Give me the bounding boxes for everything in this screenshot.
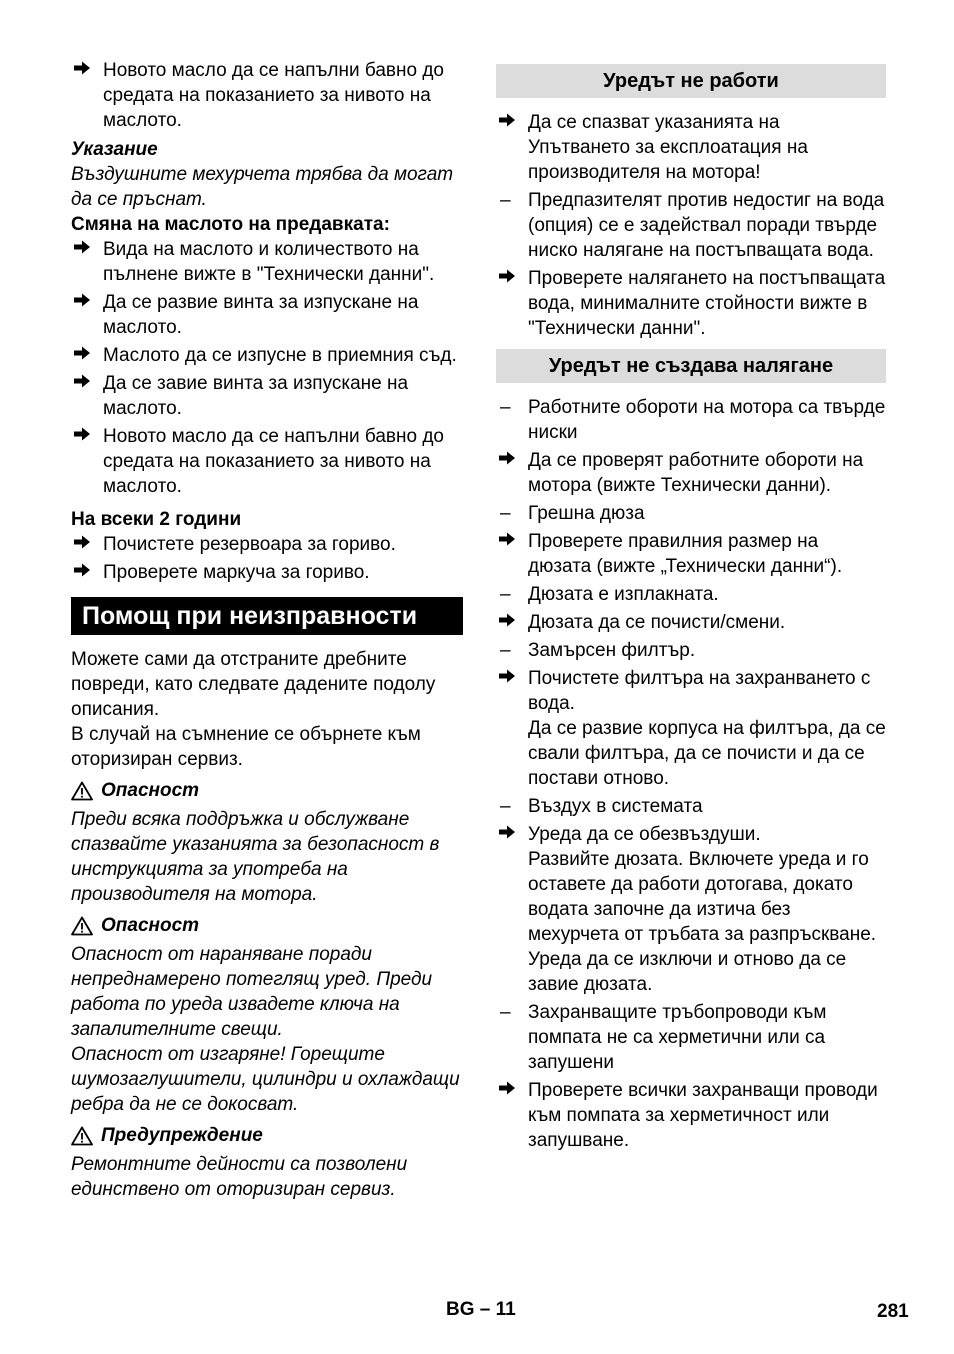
list-item-text: Новото масло да се напълни бавно до средата на показанието за нивото на маслото. — [103, 426, 444, 497]
dash-icon: – — [500, 397, 511, 418]
dash-icon: – — [500, 640, 511, 661]
list-item — [71, 290, 463, 340]
danger-text: Опасност от нараняване поради непреднамерено потеглящ уред. Преди работа по уреда извадете ключа на запалителните свещи. — [71, 944, 433, 1040]
list-item — [496, 395, 886, 445]
list-item — [496, 794, 886, 819]
list-item — [71, 237, 463, 287]
list-item-text: Работните обороти на мотора са твърде ниски — [528, 397, 886, 443]
list-item-text: Захранващите тръбопроводи към помпата не са херметични или са запушени — [528, 1002, 827, 1073]
arrow-right-icon — [73, 237, 97, 262]
list-item-text: Предпазителят против недостиг на вода (опция) се е задействал поради твърде ниско налягане на постъпващата вода. — [528, 190, 885, 261]
list-item — [496, 501, 886, 526]
subsection-heading: Уредът не работи — [496, 64, 886, 98]
left-column — [71, 58, 463, 1202]
list-item-text: Новото масло да се напълни бавно до средата на показанието за нивото на маслото. — [103, 60, 444, 131]
list-item-text: Маслото да се изпусне в приемния съд. — [103, 345, 457, 366]
list-item-text: Замърсен филтър. — [528, 640, 696, 661]
arrow-right-icon — [498, 666, 522, 691]
arrow-right-icon — [498, 110, 522, 135]
list-item-text: Проверете маркуча за гориво. — [103, 562, 370, 583]
list-item — [71, 58, 463, 133]
arrow-right-icon — [73, 290, 97, 315]
danger-text: Преди всяка поддръжка и обслужване спазвайте указанията за безопасност в инструкцията за употреба на производителя на мотора. — [71, 809, 440, 905]
list-item-text: Проверете правилния размер на дюзата (вижте „Технически данни“). — [528, 531, 843, 577]
arrow-right-icon — [73, 424, 97, 449]
list-item-text: Почистете резервоара за гориво. — [103, 534, 396, 555]
dash-icon: – — [500, 190, 511, 211]
list-item — [71, 343, 463, 368]
list-item-text: Вида на маслото и количеството на пълнене вижте в "Технически данни". — [103, 239, 435, 285]
list-item-text: Проверете налягането на постъпващата вода, минималните стойности вижте в "Технически данни". — [528, 268, 886, 339]
list-item — [496, 610, 886, 635]
list-item-text: Въздух в системата — [528, 796, 703, 817]
arrow-right-icon — [498, 529, 522, 554]
list-item — [496, 266, 886, 341]
danger-heading-text: Опасност — [101, 915, 200, 936]
arrow-right-icon — [73, 58, 97, 83]
note-text: Въздушните мехурчета трябва да могат да се пръснат. — [71, 164, 454, 210]
page-footer-label: BG – 11 — [446, 1299, 516, 1320]
warning-triangle-icon — [71, 1126, 93, 1146]
arrow-right-icon — [73, 371, 97, 396]
arrow-right-icon — [498, 266, 522, 291]
list-item-text: Да се развие винта за изпускане на маслото. — [103, 292, 419, 338]
list-item — [71, 424, 463, 499]
arrow-right-icon — [498, 822, 522, 847]
right-column — [496, 64, 886, 1153]
list-item — [496, 822, 886, 847]
arrow-right-icon — [498, 1078, 522, 1103]
list-item — [496, 529, 886, 579]
list-item — [496, 666, 886, 716]
arrow-right-icon — [73, 532, 97, 557]
list-item-text: Да се проверят работните обороти на мотора (вижте Технически данни). — [528, 450, 864, 496]
danger-text: Опасност от изгаряне! Горещите шумозаглушители, цилиндри и охлаждащи ребра да не се докосват. — [71, 1044, 460, 1115]
list-item-text: Грешна дюза — [528, 503, 645, 524]
two-years-heading: На всеки 2 години — [71, 509, 242, 530]
warning-text: Ремонтните дейности са позволени единствено от оторизиран сервиз. — [71, 1154, 408, 1200]
danger-heading-text: Опасност — [101, 780, 200, 801]
list-item — [496, 110, 886, 185]
list-item — [496, 448, 886, 498]
list-item — [496, 582, 886, 607]
subsection-heading: Уредът не създава налягане — [496, 349, 886, 383]
gearbox-heading: Смяна на маслото на предавката: — [71, 214, 390, 235]
list-item-text: Дюзата да се почисти/смени. — [528, 612, 786, 633]
list-item-text: Дюзата е изплакната. — [528, 584, 719, 605]
arrow-right-icon — [73, 560, 97, 585]
list-item-continuation: Развийте дюзата. Включете уреда и го оставете да работи дотогава, докато водата започне да изтича без мехурчета от тръбата за разпръскване. Уреда да се изключи и отново да се завие дюзата. — [528, 849, 877, 995]
list-item-text: Да се спазват указанията на Упътването за експлоатация на производителя на мотора! — [528, 112, 808, 183]
list-item-text: Уреда да се обезвъздуши. — [528, 824, 761, 845]
note-heading: Указание — [71, 139, 158, 160]
warning-triangle-icon — [71, 916, 93, 936]
dash-icon: – — [500, 1002, 511, 1023]
section-title: Помощ при неизправности — [71, 597, 463, 635]
list-item-text: Да се завие винта за изпускане на маслото. — [103, 373, 409, 419]
danger-heading — [71, 913, 463, 938]
list-item-text: Проверете всички захранващи проводи към помпата за херметичност или запушване. — [528, 1080, 878, 1151]
list-item-text: Почистете филтъра на захранването с вода. — [528, 668, 871, 714]
list-item-continuation: Да се развие корпуса на филтъра, да се свали филтъра, да се почисти и да се постави отново. — [528, 718, 886, 789]
arrow-right-icon — [498, 610, 522, 635]
page-number: 281 — [877, 1301, 909, 1322]
intro-paragraph: Можете сами да отстраните дребните повреди, като следвате дадените подолу описания. — [71, 649, 436, 720]
intro-paragraph: В случай на съмнение се обърнете към оторизиран сервиз. — [71, 724, 421, 770]
warning-heading — [71, 1123, 463, 1148]
danger-heading — [71, 778, 463, 803]
list-item — [496, 1000, 886, 1075]
warning-heading-text: Предупреждение — [101, 1125, 263, 1146]
list-item — [71, 532, 463, 557]
dash-icon: – — [500, 503, 511, 524]
dash-icon: – — [500, 796, 511, 817]
warning-triangle-icon — [71, 781, 93, 801]
dash-icon: – — [500, 584, 511, 605]
arrow-right-icon — [73, 343, 97, 368]
list-item — [496, 1078, 886, 1153]
list-item — [496, 188, 886, 263]
list-item — [496, 638, 886, 663]
arrow-right-icon — [498, 448, 522, 473]
list-item — [71, 371, 463, 421]
list-item — [71, 560, 463, 585]
